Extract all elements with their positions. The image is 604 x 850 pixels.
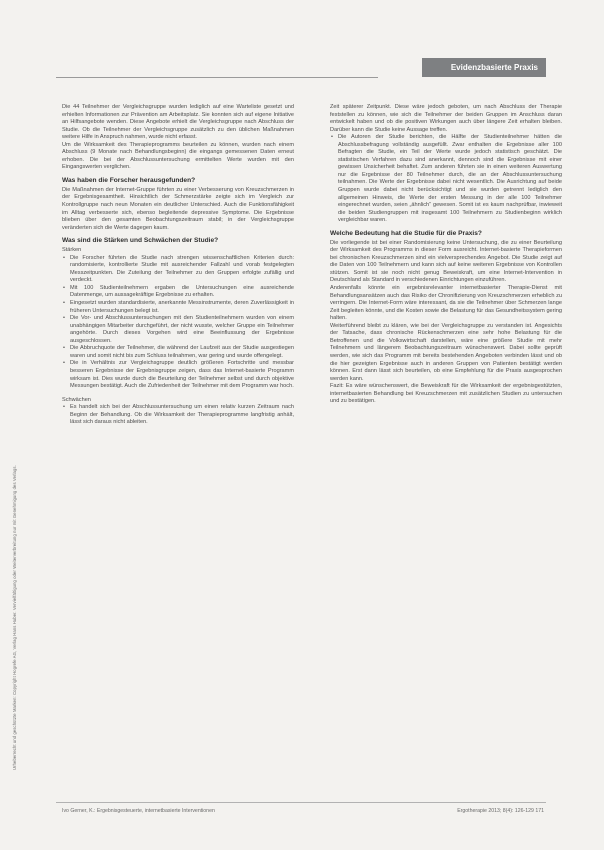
list-item: • Die Autoren der Studie berichten, die Hälfte der Studienteilnehmer hätten die Abschlussbefragung vollständig ausgefüllt. Zwar enthalten die Ergebnisse aller 100 Befragten die Studie, ein Teil der Werte wurde jedoch statistisch geschätzt. Die statistischen Verfahren dazu sind anerkannt, dennoch sind die Ergebnisse mit einer gewissen Unsicherheit behaftet. Zum anderen führten sie in einen weiteren Auswertung nur die Ergebnisse der 80 Teilnehmer durch, die an der Abschlussuntersuchung teilnahmen. Die Werte der Ergebnisse dabei nicht wesentlich. Die Ausrichtung auf beide Gruppen wurde dabei nicht berücksichtigt und sie wurden getrennt lediglich den allgemeinen Hinweis, die Werte der ersten Messung in der alle 100 Teilnehmer eingerechnet wurden, seien „ähnlich“ gewesen. Somit ist es kaum nachprüfbar, inwieweit die beiden Studiengruppen mit insgesamt 100 Teilnehmern zu Studienbeginn wirklich vergleichbar waren. — [338, 134, 562, 225]
meaning-paragraph-4: Fazit: Es wäre wünschenswert, die Beweiskraft für die Wirksamkeit der ergebnisgestützten, internetbasierten Behandlung bei Kreuzschmerzen mit zusätzlichen Studien zu untersuchen und zu bestätigen. — [330, 383, 562, 405]
weaknesses-label: Schwächen — [62, 396, 91, 403]
list-item: • Die Forscher führten die Studie nach strengen wissenschaftlichen Kriterien durch: randomisierte, kontrollierte Studie mit ausreichender Fallzahl und vorab festgelegten Messzeitpunkten. Die Zuteilung der Teilnehmer zu den Gruppen erfolgte zufällig und verdeckt. — [70, 255, 294, 285]
heading-practice-meaning: Welche Bedeutung hat die Studie für die Praxis? — [330, 229, 482, 237]
meaning-paragraph-1: Die vorliegende ist bei einer Randomisierung keine Untersuchung, die zu einer Beurteilung der Wirksamkeit des Programms in dieser Form ausreicht. Internet-basierte Therapieformen bei chronischen Kreuzschmerzen sind ein vielversprechendes Angebot. Die Studie zeigt auf die Daten von 100 Teilnehmern und kann sich auf keine weiteren Ergebnisse von Kontrollen stützen. Somit ist sie noch nicht genug Beweiskraft, um eine Internet-Intervention in Deutschland als Standard in verschiedenen Einrichtungen einzuführen. — [330, 239, 562, 284]
heading-strengths-weaknesses: Was sind die Stärken und Schwächen der Studie? — [62, 237, 219, 245]
continued-list — [330, 134, 562, 225]
intro-paragraph-2: Um die Wirksamkeit des Therapieprogramms beurteilen zu können, wurden nach einem Abschluss (9 Monate nach Behandlungsbeginn) die eingangs gemessenen Daten erneut erhoben. Die bei der Abschlussuntersuchung ermittelten Werte wurden mit den Eingangswerten verglichen. — [62, 141, 294, 171]
right-column — [330, 104, 562, 406]
list-item: • Die Abbruchquote der Teilnehmer, die während der Laufzeit aus der Studie ausgestiegen waren und somit nicht bis zum Schluss teilnahmen, war gering und wurde offengelegt. — [70, 345, 294, 360]
heading-results: Was haben die Forscher herausgefunden? — [62, 176, 196, 184]
strengths-list — [62, 255, 294, 391]
intro-paragraph: Die 44 Teilnehmer der Vergleichsgruppe wurden lediglich auf eine Warteliste gesetzt und erhielten Informationen zur Prävention am Arbeitsplatz. Sie konnten sich auf eigene Initiative an Hilfsangebote wenden. Diese Angebote erhielt die Vergleichsgruppe nach Abschluss der Studie. Ob die Teilnehmer der Vergleichsgruppe zusätzlich zu den üblichen Maßnahmen weitere Hilfe in Anspruch nahmen, wurde nicht erfasst. — [62, 104, 294, 141]
continued-paragraph: Zeit späterer Zeitpunkt. Diese wäre jedoch geboten, um nach Abschluss der Therapie feststellen zu können, wie sich die Teilnehmer der beiden Gruppen im Anschluss daran entwickelt haben und ob die positiven Wirkungen auch über längere Zeit erhalten bleiben. Darüber kann die Studie keine Aussage treffen. — [330, 104, 562, 133]
section-tab-label: Evidenzbasierte Praxis — [450, 63, 538, 72]
footer-rule — [56, 802, 546, 803]
meaning-paragraph-2: Anderenfalls könnte ein ergebnisrelevanter internetbasierter Therapie-Dienst mit Behandlungsansätzen auch das Risiko der Chronifizierung von Kreuzschmerzen erheblich zu verringern. Die Internet-Form wäre interessant, da sie die Teilnehmer über Schmerzen lange Zeit begleiten könnte, und die Kosten sowie die Belastung für das Gesundheitssystem gering halten. — [330, 285, 562, 322]
list-item: • Es handelt sich bei der Abschlussuntersuchung um einen relativ kurzen Zeitraum nach Beginn der Behandlung. Ob die Wirksamkeit der Therapieprogramme langfristig anhält, lässt sich daraus nicht ableiten. — [70, 404, 294, 427]
meaning-paragraph-3: Weiterführend bleibt zu klären, wie bei der Vergleichsgruppe zu verstanden ist. Angesichts der Tatsache, dass chronische Rückenschmerzen eine sehr hohe Belastung für die Betroffenen und die Volkswirtschaft darstellen, wäre eine größere Studie mit mehr Teilnehmern und längerem Beobachtungszeitraum wünschenswert. Dabei sollte geprüft werden, wie sich das Programm mit bereits bestehenden Angeboten verbinden lässt und ob die hier gezeigten Ergebnisse auch in anderen Gruppen von Patienten bestätigt werden können. Erst dann lässt sich beurteilen, ob eine Empfehlung für die Praxis ausgesprochen werden kann. — [330, 322, 562, 382]
footer-citation: Ivo Gerner, K.: Ergebnisgesteuerte, internetbasierte Interventionen — [62, 808, 215, 814]
header-rule — [56, 77, 378, 78]
results-paragraph: Die Maßnahmen der Internet-Gruppe führten zu einer Verbesserung von Kreuzschmerzen in der Ergebnisgesamtheit. Hinsichtlich der Schmerzstärke zeigte sich im Vergleich zur Kontrollgruppe nach neun Monaten ein deutlicher Unterschied. Auch die Funktionsfähigkeit im Alltag verbesserte sich, ebenso begleitende depressive Symptome. Die Ergebnisse blieben über den gesamten Beobachtungszeitraum stabil; in der Vergleichsgruppe veränderten sich die Werte dagegen kaum. — [62, 186, 294, 231]
list-item: • Die in Verhältnis zur Vergleichsgruppe deutlich größeren Fortschritte und messbar besseren Ergebnisse der Ergebnisgruppe zeigen, dass das Internet-basierte Programm wirksam ist. Dies wurde durch die Beurteilung der Teilnehmer selbst und durch objektive Messungen bestätigt. Auch die Zufriedenheit der Teilnehmer mit dem Programm war hoch. — [70, 360, 294, 390]
side-copyright-note: Urheberrecht und geschützte Marken: Copyright Hogrefe AG, Verlag Hans Huber. Vervielfältigung oder Weiterverbreitung nur mit Genehmigung des Verlags. — [12, 465, 17, 770]
left-column — [62, 104, 294, 427]
list-item: • Die Vor- und Abschlussuntersuchungen mit den Studienteilnehmern wurden von einem unabhängigen Mitarbeiter durchgeführt, der nicht wusste, welcher Gruppe ein Teilnehmer angehörte. Durch dieses Vorgehen wird eine Beeinflussung der Ergebnisse ausgeschlossen. — [70, 315, 294, 345]
section-tab — [422, 58, 546, 77]
list-item: • Mit 100 Studienteilnehmern ergaben die Untersuchungen eine ausreichende Datenmenge, um aussagekräftige Ergebnisse zu erhalten. — [70, 285, 294, 300]
footer-journal-page: Ergotherapie 2013; 8(4): 126-129 171 — [457, 808, 544, 814]
strengths-label: Stärken — [62, 247, 82, 254]
weaknesses-list — [62, 404, 294, 427]
list-item: • Eingesetzt wurden standardisierte, anerkannte Messinstrumente, deren Zuverlässigkeit in früheren Untersuchungen belegt ist. — [70, 300, 294, 315]
